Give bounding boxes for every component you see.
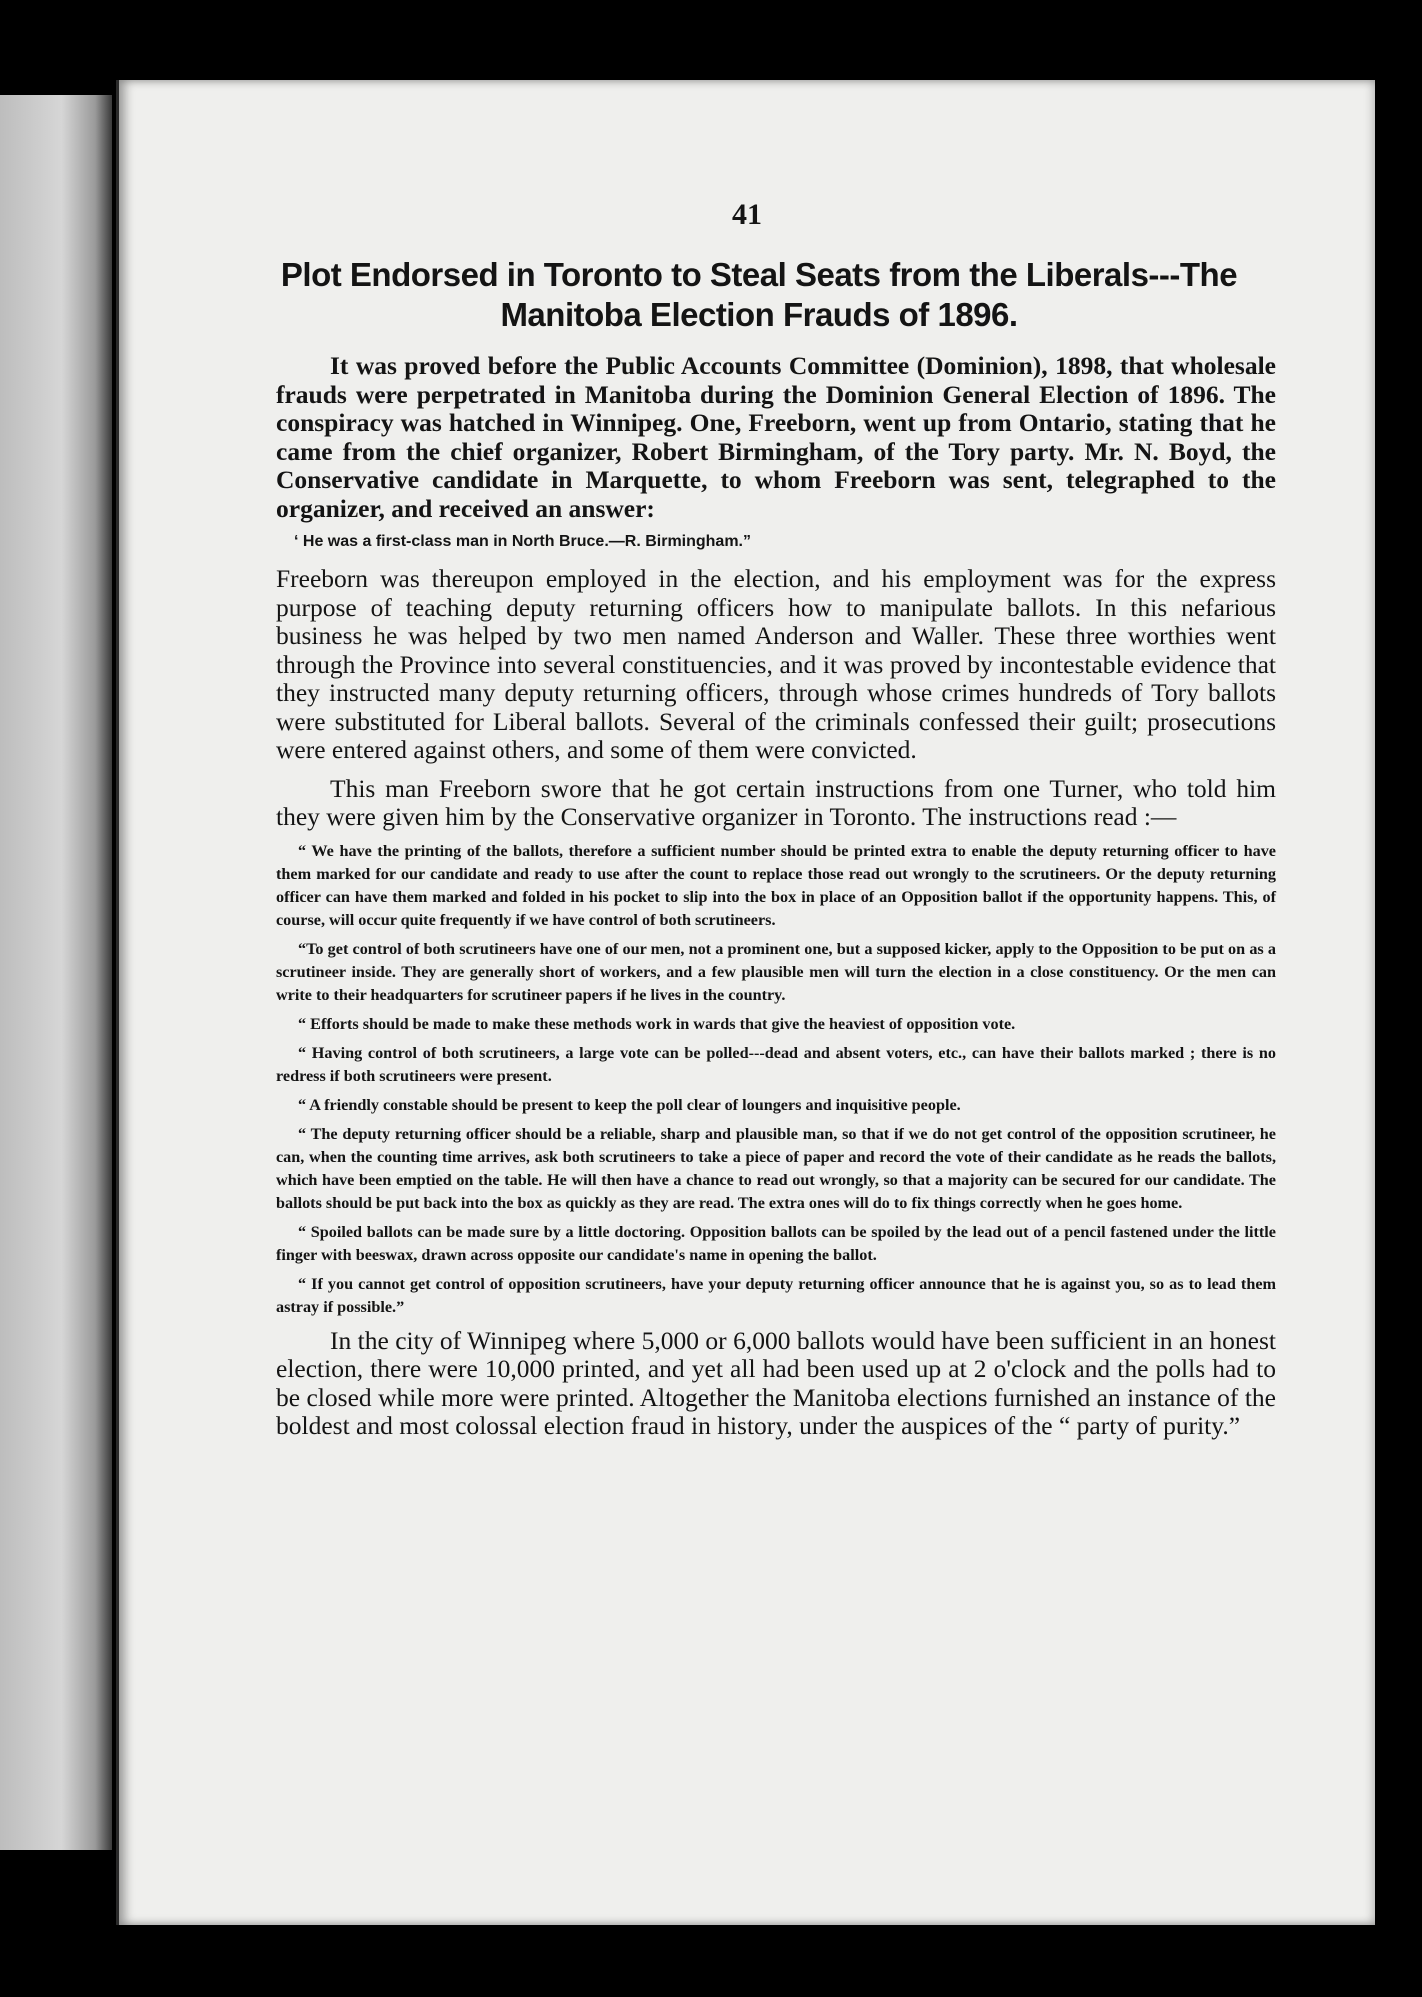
- instruction-item: “ A friendly constable should be present to keep the poll clear of loungers and inquisitive people.: [298, 1095, 961, 1114]
- instruction-item: “ Spoiled ballots can be made sure by a little doctoring. Opposition ballots can be spoiled by the lead out of a pencil fastened under the little finger with beeswax, drawn across opposite our candidate's name in opening the ballot.: [276, 1222, 1276, 1264]
- telegram-quote: ‘ He was a first-class man in North Bruce.—R. Birmingham.”: [294, 533, 751, 550]
- instruction-item: “ Efforts should be made to make these methods work in wards that give the heaviest of opposition vote.: [298, 1014, 1016, 1033]
- page-number: 41: [732, 198, 762, 231]
- paragraph-turner: This man Freeborn swore that he got certain instructions from one Turner, who told him they were given him by the Conservative organizer in Toronto. The instructions read :—: [276, 773, 1276, 831]
- article-body: [276, 352, 1276, 1441]
- instruction-item: “ We have the printing of the ballots, therefore a sufficient number should be printed extra to enable the deputy returning officer to have them marked for our candidate and ready to use after the count to replace those read out wrongly to the scrutineers. Or the deputy returning officer can have them marked and folded in his pocket to slip into the box in place of an Opposition ballot if the opportunity happens. This, of course, will occur quite frequently if we have control of both scrutineers.: [276, 841, 1276, 929]
- paragraph-freeborn: Freeborn was thereupon employed in the election, and his employment was for the express purpose of teaching deputy returning officers how to manipulate ballots. In this nefarious business he was helped by two men named Anderson and Waller. These three worthies went through the Province into several constituencies, and it was proved by incontestable evidence that they instructed many deputy returning officers, through whose crimes hundreds of Tory ballots were substituted for Liberal ballots. Several of the criminals confessed their guilt; prosecutions were entered against others, and some of them were convicted.: [276, 564, 1276, 764]
- paragraph-winnipeg-conclusion: In the city of Winnipeg where 5,000 or 6,000 ballots would have been sufficient in an honest election, there were 10,000 printed, and yet all had been used up at 2 o'clock and the polls had to be closed while more were printed. Altogether the Manitoba elections furnished an instance of the boldest and most colossal election fraud in history, under the auspices of the “ party of purity.”: [276, 1325, 1276, 1440]
- instructions-quote-block: [276, 840, 1276, 1319]
- section-heading: Plot Endorsed in Toronto to Steal Seats from the Liberals---The Manitoba Election Frauds of 1896.: [280, 256, 1238, 333]
- instruction-item: “ Having control of both scrutineers, a large vote can be polled---dead and absent voters, etc., can have their ballots marked ; there is no redress if both scrutineers were present.: [276, 1043, 1276, 1085]
- paragraph-intro: It was proved before the Public Accounts Committee (Dominion), 1898, that wholesale frauds were perpetrated in Manitoba during the Dominion General Election of 1896. The conspiracy was hatched in Winnipeg. One, Freeborn, went up from Ontario, stating that he came from the chief organizer, Robert Birmingham, of the Tory party. Mr. N. Boyd, the Conservative candidate in Marquette, to whom Freeborn was sent, telegraphed to the organizer, and received an answer:: [276, 351, 1276, 523]
- instruction-item: “ If you cannot get control of opposition scrutineers, have your deputy returning officer announce that he is against you, so as to lead them astray if possible.”: [276, 1274, 1276, 1316]
- facing-page-edge: [0, 95, 112, 1850]
- instruction-item: “ The deputy returning officer should be a reliable, sharp and plausible man, so that if we do not get control of the opposition scrutineer, he can, when the counting time arrives, ask both scrutineers to take a piece of paper and record the vote of their candidate as he reads the ballots, which have been emptied on the table. He will then have a chance to read out wrongly, so that a majority can be secured for our candidate. The ballots should be put back into the box as quickly as they are read. The extra ones will do to fix things correctly when he goes home.: [276, 1124, 1276, 1212]
- instruction-item: “To get control of both scrutineers have one of our men, not a prominent one, but a supposed kicker, apply to the Opposition to be put on as a scrutineer inside. They are generally short of workers, and a few plausible men will turn the election in a close constituency. Or the men can write to their headquarters for scrutineer papers if he lives in the country.: [276, 939, 1276, 1004]
- document-page: [116, 80, 1375, 1925]
